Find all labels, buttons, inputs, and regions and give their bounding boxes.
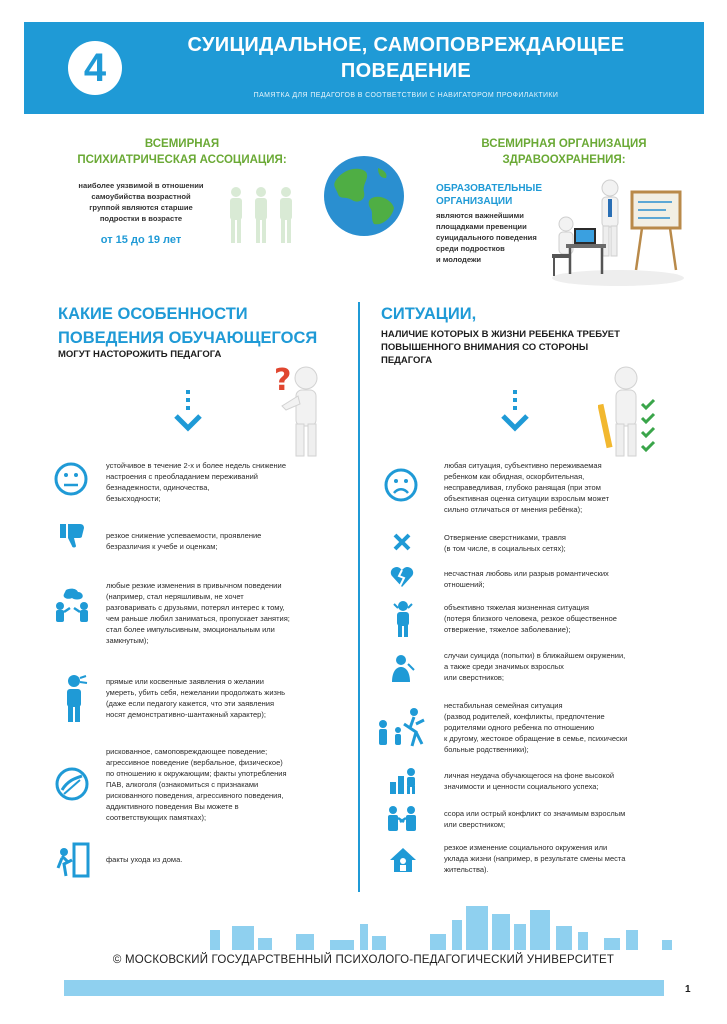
wpa-text-line: подростки в возрасте <box>99 214 183 223</box>
wpa-title <box>66 136 298 168</box>
right-list-item <box>444 532 694 554</box>
page-subtitle: ПАМЯТКА ДЛЯ ПЕДАГОГОВ В СООТВЕТСТВИИ С НАВИГАТОРОМ ПРОФИЛАКТИКИ <box>253 92 559 99</box>
who-text-line: среди подростков <box>436 244 505 253</box>
right-subheading-line: ПОВЫШЕННОГО ВНИМАНИЯ СО СТОРОНЫ <box>381 342 589 353</box>
item-line: носят демонстративно-шантажный характер); <box>106 710 266 719</box>
left-list-item <box>106 854 346 865</box>
item-line: безнадежности, одиночества, <box>106 483 210 492</box>
stressed-person-icon <box>390 600 416 638</box>
item-line: резкое изменение социального окружения или <box>444 843 608 852</box>
wpa-text <box>62 180 220 224</box>
item-line: разговаривать с друзьями, потерял интерес к тому, <box>106 603 285 612</box>
item-line: несправедливая, глубоко ранящая (при этом <box>444 483 601 492</box>
page-number: 1 <box>685 984 691 995</box>
globe-icon <box>322 154 406 238</box>
wpa-text-line: группой являются старшие <box>89 203 193 212</box>
left-list-item <box>106 460 346 504</box>
left-column-subheading: МОГУТ НАСТОРОЖИТЬ ПЕДАГОГА <box>58 349 222 360</box>
wpa-text-line: наиболее уязвимой в отношении <box>78 181 204 190</box>
argument-icon <box>52 588 92 624</box>
title-line-1: СУИЦИДАЛЬНОЕ, САМОПОВРЕЖДАЮЩЕЕ <box>187 34 625 56</box>
sad-face-icon <box>54 462 88 496</box>
who-orgs-line-2: ОРГАНИЗАЦИИ <box>436 196 513 207</box>
item-line: родителями одного ребенка по отношению <box>444 723 595 732</box>
quarrel-icon <box>384 804 420 832</box>
who-title <box>444 136 684 168</box>
section-number-badge: 4 <box>68 41 122 95</box>
item-line: по отношению к окружающим; факты употребления <box>106 769 287 778</box>
item-line: (даже если педагогу кажется, что эти заявления <box>106 699 275 708</box>
right-column-subheading <box>381 328 651 367</box>
item-line: агрессивное поведение (вербальное, физическое) <box>106 758 283 767</box>
item-line: объективная оценка ситуации взрослым может <box>444 494 610 503</box>
left-heading-line-2: ПОВЕДЕНИЯ ОБУЧАЮЩЕГОСЯ <box>58 329 318 347</box>
item-line: жительства). <box>444 865 489 874</box>
item-line: безысходности; <box>106 494 161 503</box>
item-line: ссора или острый конфликт со значимым взрослым <box>444 809 626 818</box>
item-line: ПАВ, алкоголя (ознакомиться с признаками <box>106 780 259 789</box>
who-organizations <box>436 182 556 208</box>
item-line: прямые или косвенные заявления о желании <box>106 677 264 686</box>
who-text <box>436 210 556 265</box>
item-line: отвержение, тяжелое заболевание); <box>444 625 571 634</box>
who-orgs-line-1: ОБРАЗОВАТЕЛЬНЫЕ <box>436 183 543 194</box>
who-text-line: являются важнейшими <box>436 211 524 220</box>
left-column-heading <box>58 302 348 350</box>
wpa-age-range: от 15 до 19 лет <box>100 234 182 246</box>
item-line: или сверстником; <box>444 820 506 829</box>
right-subheading-line: ПЕДАГОГА <box>381 355 433 366</box>
item-line: значимости и ценности социального успеха; <box>444 782 599 791</box>
item-line: Отвержение сверстниками, травля <box>444 533 566 542</box>
thumbs-down-icon <box>58 520 88 550</box>
left-list-item <box>106 580 350 646</box>
item-line: сильно отличаться от мнения ребёнка); <box>444 505 583 514</box>
right-list-item <box>444 770 694 792</box>
item-line: рискованного поведения, агрессивного поведения, <box>106 791 284 800</box>
item-line: замкнутым); <box>106 636 149 645</box>
sad-face-icon <box>384 468 418 502</box>
leaving-home-icon <box>54 842 92 880</box>
page-title <box>136 32 676 84</box>
right-list-item <box>444 602 694 635</box>
item-line: безразличия к учебе и оценкам; <box>106 542 218 551</box>
wpa-title-line-2: ПСИХИАТРИЧЕСКАЯ АССОЦИАЦИЯ: <box>77 154 287 166</box>
item-line: или сверстников; <box>444 673 504 682</box>
right-list-item <box>444 568 694 590</box>
item-line: чем раньше любил заниматься, пропускает занятия; <box>106 614 290 623</box>
question-figure-icon <box>268 364 334 460</box>
header-banner <box>24 22 704 114</box>
item-line: (в том числе, в социальных сетях); <box>444 544 566 553</box>
footer-university: © МОСКОВСКИЙ ГОСУДАРСТВЕННЫЙ ПСИХОЛОГО-ПЕДАГОГИЧЕСКИЙ УНИВЕРСИТЕТ <box>112 954 615 966</box>
item-line: любая ситуация, субъективно переживаемая <box>444 461 602 470</box>
item-line: аддиктивного поведения Вы можете в <box>106 802 239 811</box>
who-title-line-2: ЗДРАВООХРАНЕНИЯ: <box>502 154 626 166</box>
item-line: (например, стал неряшливым, не хочет <box>106 592 244 601</box>
right-subheading-line: НАЛИЧИЕ КОТОРЫХ В ЖИЗНИ РЕБЕНКА ТРЕБУЕТ <box>381 329 620 340</box>
left-list-item <box>106 746 350 823</box>
who-text-line: суицидального поведения <box>436 233 537 242</box>
svg-text:?: ? <box>274 364 292 398</box>
who-text-line: площадками превенции <box>436 222 527 231</box>
down-arrow-icon <box>499 390 531 438</box>
item-line: умереть, убить себя, нежелании продолжать жизнь <box>106 688 286 697</box>
item-line: резкое снижение успеваемости, проявление <box>106 531 262 540</box>
down-arrow-icon <box>172 390 204 438</box>
item-line: устойчивое в течение 2-х и более недель снижение <box>106 461 287 470</box>
right-list-item <box>444 842 700 875</box>
item-line: больные родственники); <box>444 745 529 754</box>
item-line: факты ухода из дома. <box>106 855 183 864</box>
item-line: личная неудача обучающегося на фоне высокой <box>444 771 615 780</box>
right-list-item <box>444 650 694 683</box>
item-line: (потеря близкого человека, резкое общественное <box>444 614 617 623</box>
item-line: стал более импульсивным, эмоциональным или <box>106 625 275 634</box>
failure-icon <box>388 766 418 796</box>
left-list-item <box>106 530 346 552</box>
right-list-item <box>444 808 694 830</box>
item-line: к другому, жестокое обращение в семье, психически <box>444 734 628 743</box>
who-text-line: и молодежи <box>436 255 482 264</box>
item-line: (развод родителей, конфликты, предпочтение <box>444 712 605 721</box>
left-heading-line-1: КАКИЕ ОСОБЕННОСТИ <box>58 305 248 323</box>
classroom-icon <box>548 178 688 288</box>
item-line: случаи суицида (попытки) в ближайшем окружении, <box>444 651 626 660</box>
who-title-line-1: ВСЕМИРНАЯ ОРГАНИЗАЦИЯ <box>481 138 647 150</box>
item-line: объективно тяжелая жизненная ситуация <box>444 603 589 612</box>
right-list-item <box>444 460 694 515</box>
head-pain-icon <box>60 674 90 722</box>
item-line: настроения с преобладанием переживаний <box>106 472 258 481</box>
item-line: нестабильная семейная ситуация <box>444 701 563 710</box>
title-line-2: ПОВЕДЕНИЕ <box>340 60 472 82</box>
teen-figures-icon <box>224 186 298 246</box>
item-line: несчастная любовь или разрыв романтических <box>444 569 609 578</box>
wpa-text-line: самоубийства возрастной <box>91 192 191 201</box>
item-line: отношений; <box>444 580 485 589</box>
grief-icon <box>390 654 416 684</box>
broken-heart-icon <box>390 566 414 588</box>
column-divider <box>358 302 360 892</box>
item-line: любые резкие изменения в привычном поведении <box>106 581 282 590</box>
home-change-icon <box>388 846 418 874</box>
cross-icon <box>392 532 412 552</box>
right-column-heading: СИТУАЦИИ, <box>381 305 477 323</box>
risk-icon <box>54 766 90 802</box>
item-line: рискованное, самоповреждающее поведение; <box>106 747 268 756</box>
wpa-title-line-1: ВСЕМИРНАЯ <box>144 138 220 150</box>
item-line: соответствующих памятках); <box>106 813 207 822</box>
item-line: а также среди значимых взрослых <box>444 662 564 671</box>
item-line: ребенком как обидная, оскорбительная, <box>444 472 585 481</box>
checklist-figure-icon <box>598 364 662 460</box>
right-list-item <box>444 700 700 755</box>
left-list-item <box>106 676 350 720</box>
item-line: уклада жизни (например, в результате смены места <box>444 854 626 863</box>
family-conflict-icon <box>374 706 428 748</box>
